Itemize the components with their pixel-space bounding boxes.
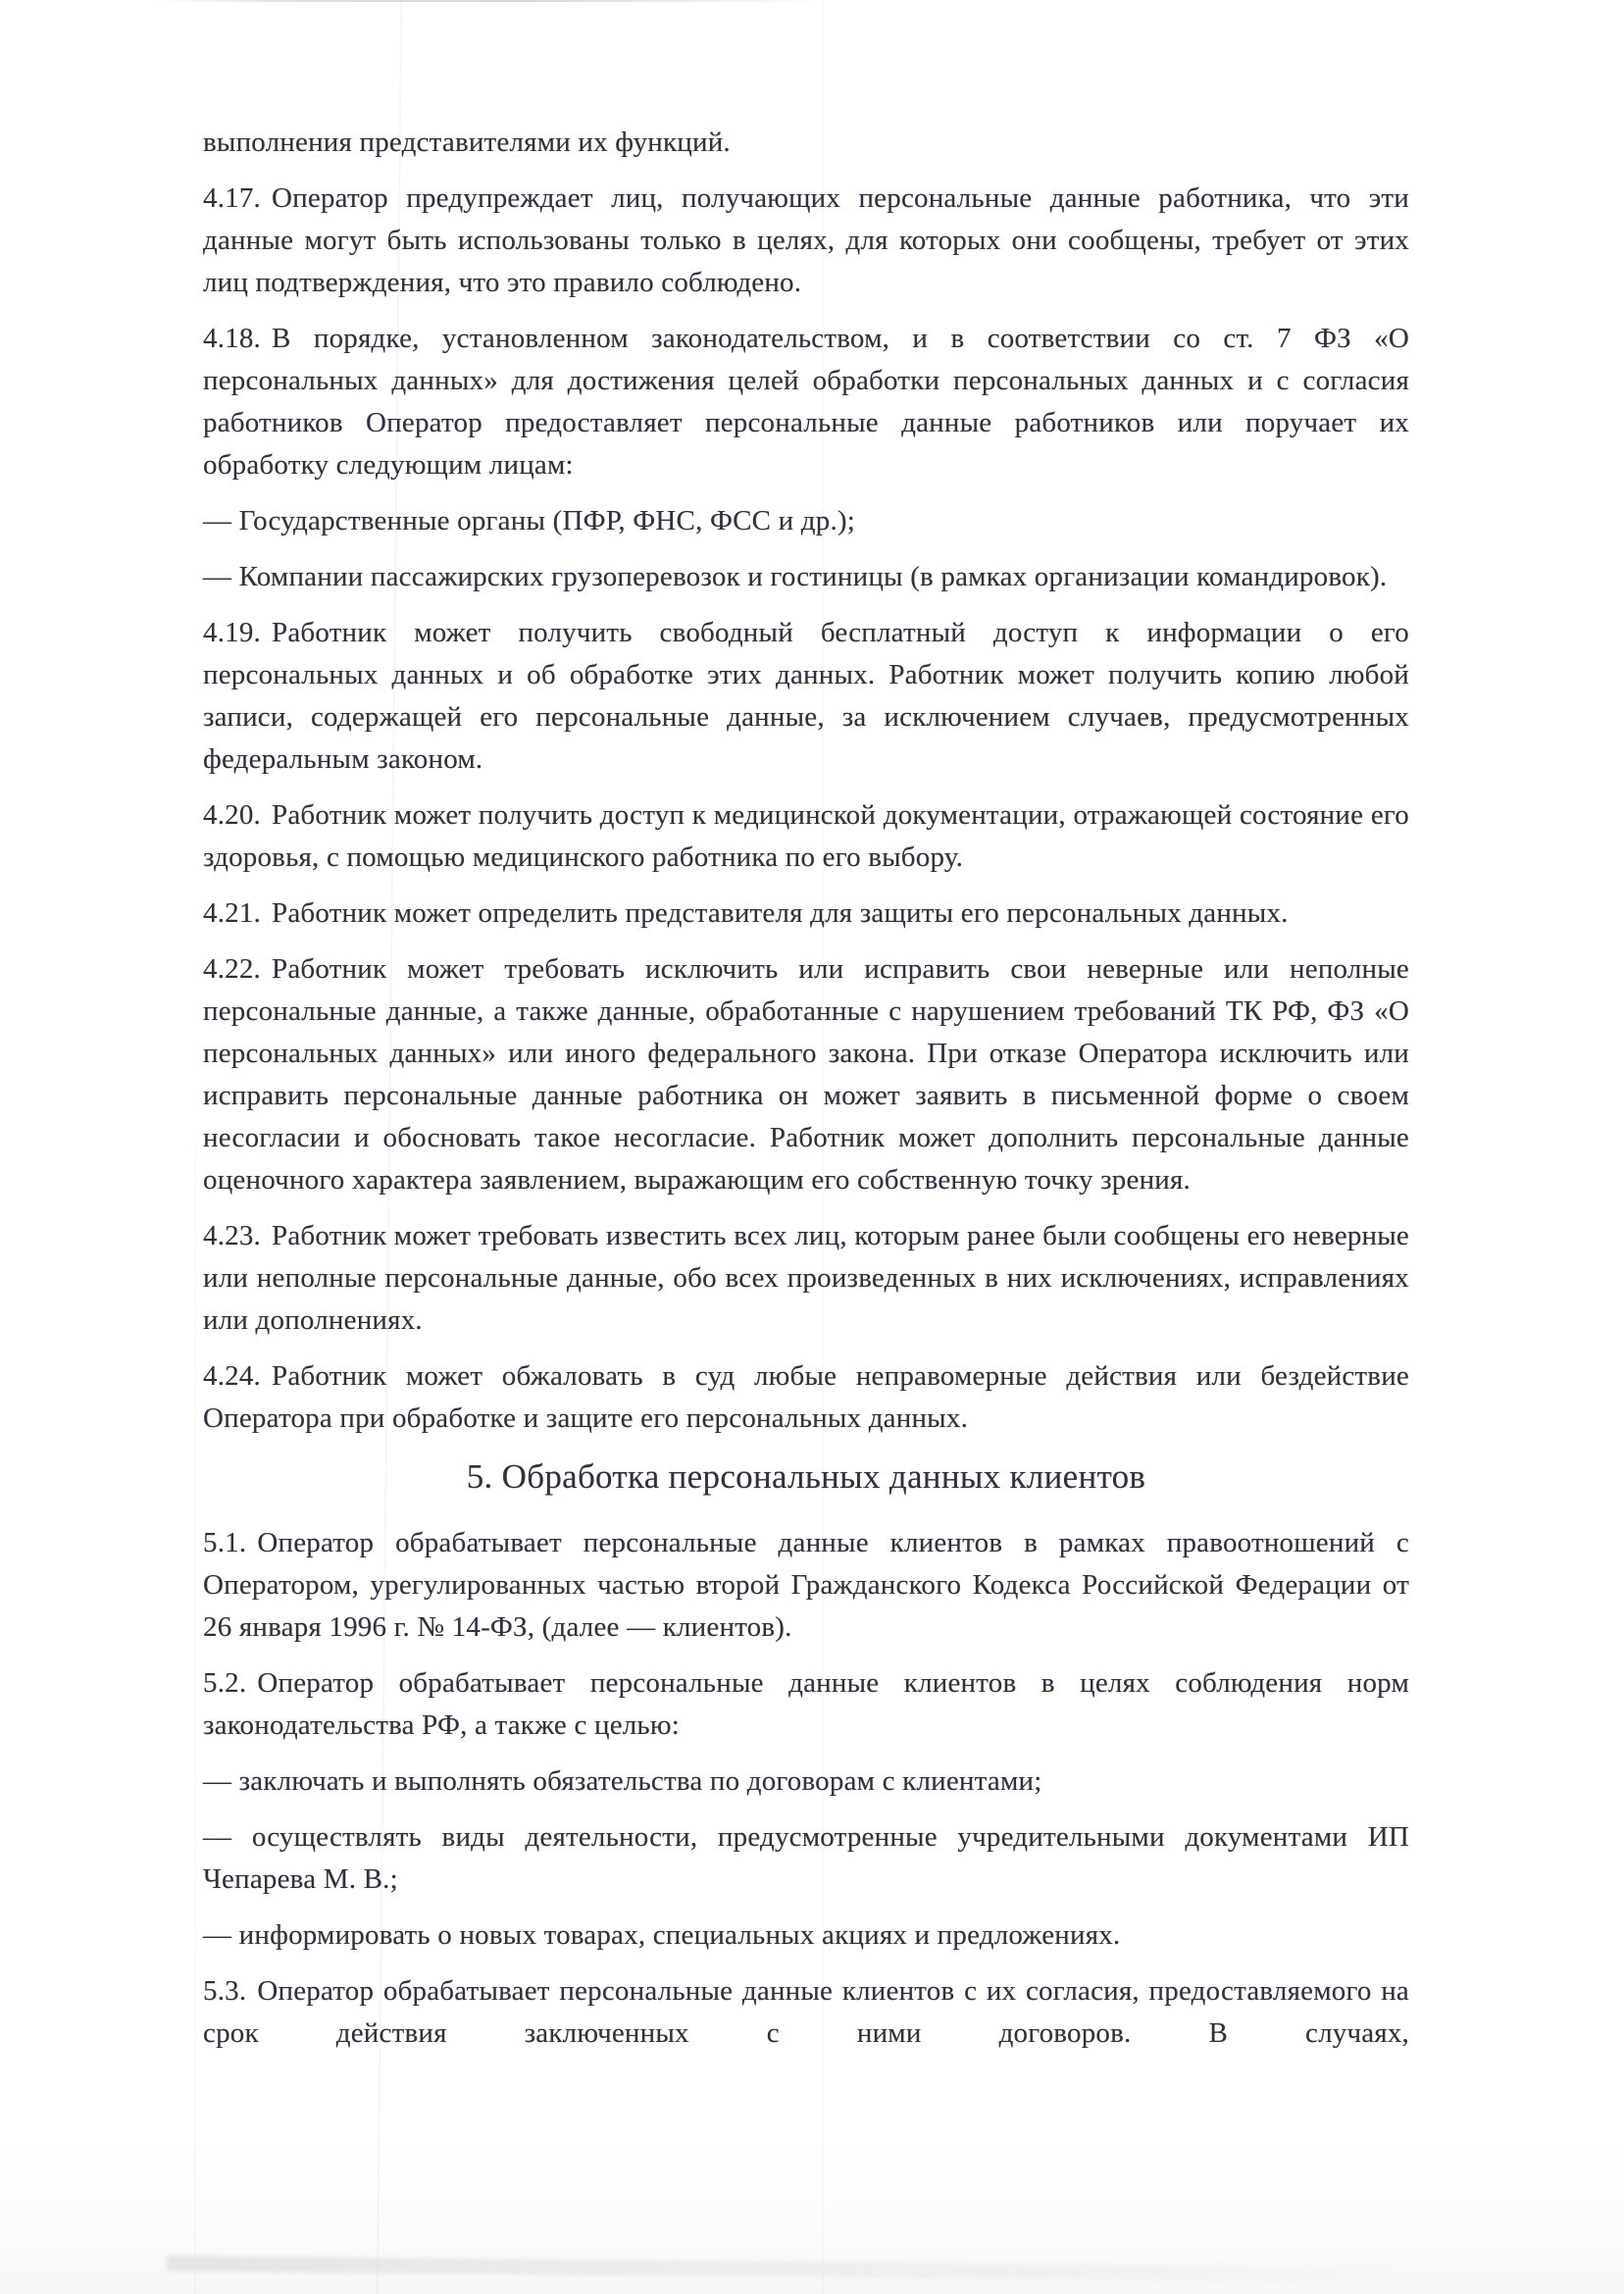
clause-number: 5.1. (203, 1527, 247, 1558)
clause-text: Работник может требовать исключить или исправить свои неверные или неполные персональные данные, а также данные, обработанные с нарушением требований ТК РФ, ФЗ «О персональных данных» или иного федерального закона. При отказе Оператора исключить или исправить персональные данные работника он может заявить в письменной форме о своем несогласии и обосновать такое несогласие. Работник может дополнить персональные данные оценочного характера заявлением, выражающим его собственную точку зрения. (203, 953, 1409, 1196)
bullet-item: — Компании пассажирских грузоперевозок и гостиницы (в рамках организации командировок). (203, 561, 1388, 592)
section-heading: 5. Обработка персональных данных клиентов (466, 1457, 1146, 1496)
paragraph-5-2 (203, 1662, 1409, 1747)
clause-text: Работник может определить представителя для защиты его персональных данных. (272, 897, 1289, 929)
paragraph-4-21 (203, 892, 1409, 935)
clause-text: Оператор обрабатывает персональные данные клиентов в целях соблюдения норм законодательства РФ, а также с целью: (203, 1667, 1409, 1741)
clause-number: 4.18. (203, 323, 261, 354)
clause-text: В порядке, установленном законодательством, и в соответствии со ст. 7 ФЗ «О персональных данных» для достижения целей обработки персональных данных и с согласия работников Оператор предоставляет персональные данные работников или поручает их обработку следующим лицам: (203, 323, 1409, 481)
scan-fold-line (194, 1147, 196, 2294)
clause-text: Оператор предупреждает лиц, получающих персональные данные работника, что эти данные могут быть использованы только в целях, для которых они сообщены, требует от этих лиц подтверждения, что это правило соблюдено. (203, 182, 1409, 298)
clause-text: Работник может получить свободный бесплатный доступ к информации о его персональных данных и об обработке этих данных. Работник может получить копию любой записи, содержащей его персональные данные, за исключением случаев, предусмотренных федеральным законом. (203, 617, 1409, 775)
bullet-item: — информировать о новых товарах, специальных акциях и предложениях. (203, 1919, 1121, 1951)
paragraph-5-1 (203, 1522, 1409, 1649)
clause-number: 5.3. (203, 1975, 247, 2007)
clause-number: 4.24. (203, 1360, 261, 1392)
clause-text: Работник может обжаловать в суд любые неправомерные действия или бездействие Оператора при обработке и защите его персональных данных. (203, 1360, 1409, 1434)
clause-number: 4.17. (203, 182, 261, 214)
clause-text: Оператор обрабатывает персональные данные клиентов с их согласия, предоставляемого на срок действия заключенных с ними договоров. В случаях, (203, 1975, 1409, 2049)
paragraph-5-3 (203, 1970, 1409, 2055)
clause-number: 4.23. (203, 1220, 261, 1251)
clause-text: Работник может получить доступ к медицинской документации, отражающей состояние его здоровья, с помощью медицинского работника по его выбору. (203, 799, 1409, 873)
scan-bottom-shadow-artifact (167, 2256, 1437, 2283)
clause-number: 4.20. (203, 799, 261, 831)
bullet-item: — Государственные органы (ПФР, ФНС, ФСС и др.); (203, 505, 856, 536)
clause-number: 4.19. (203, 617, 261, 648)
clause-number: 4.21. (203, 897, 261, 929)
paragraph-4-23 (203, 1215, 1409, 1342)
clause-number: 5.2. (203, 1667, 247, 1699)
clause-text: Оператор обрабатывает персональные данные клиентов в рамках правоотношений с Оператором, урегулированных частью второй Гражданского Кодекса Российской Федерации от 26 января 1996 г. № 14-ФЗ, (далее — клиентов). (203, 1527, 1409, 1643)
paragraph-4-20 (203, 794, 1409, 879)
paragraph-4-22 (203, 948, 1409, 1201)
bullet-item: — заключать и выполнять обязательства по договорам с клиентами; (203, 1765, 1042, 1797)
paragraph-continuation: выполнения представителями их функций. (203, 127, 731, 158)
paragraph-4-19 (203, 612, 1409, 781)
scan-top-edge-artifact (157, 0, 824, 2)
document-body (203, 122, 1409, 2068)
paragraph-4-17 (203, 178, 1409, 304)
paragraph-4-24 (203, 1355, 1409, 1440)
clause-number: 4.22. (203, 953, 261, 985)
clause-text: Работник может требовать известить всех лиц, которым ранее были сообщены его неверные или неполные персональные данные, обо всех произведенных в них исключениях, исправлениях или дополнениях. (203, 1220, 1409, 1336)
bullet-item: — осуществлять виды деятельности, предусмотренные учредительными документами ИП Чепарева М. В.; (203, 1821, 1409, 1895)
paragraph-4-18 (203, 318, 1409, 486)
